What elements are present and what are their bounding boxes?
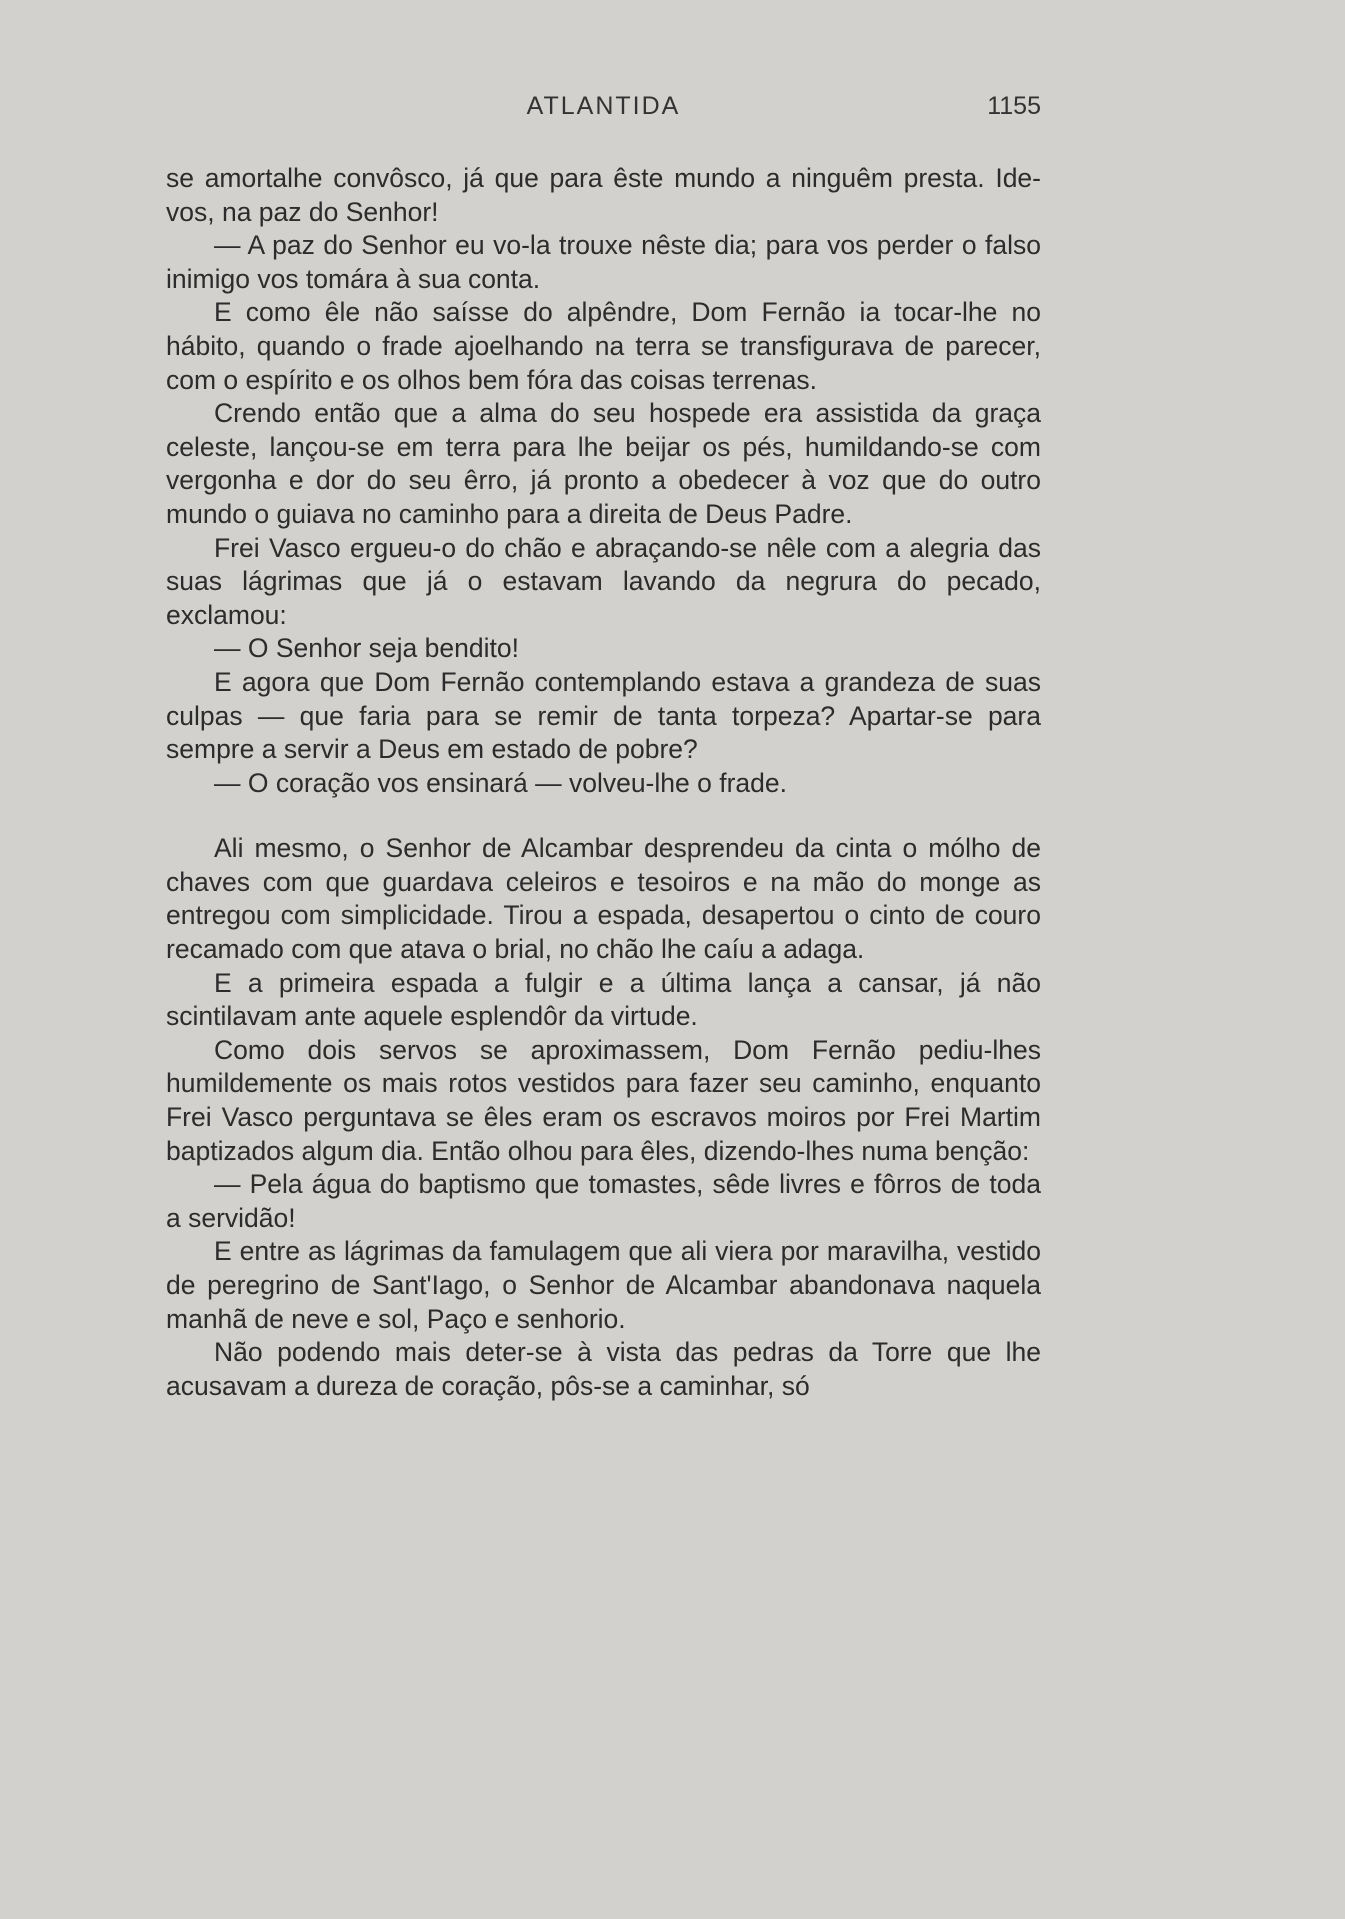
paragraph-6: — O Senhor seja bendito!	[214, 633, 519, 664]
paragraph-11: Como dois servos se aproximassem, Dom Fernão pediu-lhes humildemente os mais rotos vestidos para fazer seu caminho, enquanto Frei Vasco perguntava se êles eram os escravos moiros por Frei Martim baptizados algum dia. Então olhou para êles, dizendo-lhes numa benção:	[166, 1034, 1041, 1166]
page-number: 1155	[987, 92, 1041, 120]
section-break	[166, 800, 1041, 832]
paragraph-10: E a primeira espada a fulgir e a última lança a cansar, já não scintilavam ante aquele esplendôr da virtude.	[166, 967, 1041, 1032]
paragraph-4: Crendo então que a alma do seu hospede era assistida da graça celeste, lançou-se em terra para lhe beijar os pés, humildando-se com vergonha e dor do seu êrro, já pronto a obedecer à voz que do outro mundo o guiava no caminho para a direita de Deus Padre.	[166, 398, 1041, 529]
paragraph-9: Ali mesmo, o Senhor de Alcambar desprendeu da cinta o mólho de chaves com que guardava celeiros e tesoiros e na mão do monge as entregou com simplicidade. Tirou a espada, desapertou o cinto de couro recamado com que atava o brial, no chão lhe caíu a adaga.	[166, 833, 1041, 965]
paragraph-14: Não podendo mais deter-se à vista das pedras da Torre que lhe acusavam a dureza de coração, pôs-se a caminhar, só	[166, 1337, 1041, 1401]
paragraph-2: — A paz do Senhor eu vo-la trouxe nêste dia; para vos perder o falso inimigo vos tomára à sua conta.	[166, 230, 1041, 294]
paragraph-7: E agora que Dom Fernão contemplando estava a grandeza de suas culpas — que faria para se remir de tanta torpeza? Apartar-se para sempre a servir a Deus em estado de pobre?	[166, 666, 1041, 765]
paragraph-5: Frei Vasco ergueu-o do chão e abraçando-se nêle com a alegria das suas lágrimas que já o estavam lavando da negrura do pecado, exclamou:	[166, 532, 1041, 630]
paragraph-13: E entre as lágrimas da famulagem que ali viera por maravilha, vestido de peregrino de Sant'Iago, o Senhor de Alcambar abandonava naquela manhã de neve e sol, Paço e senhorio.	[166, 1236, 1041, 1334]
paragraph-12: — Pela água do baptismo que tomastes, sêde livres e fôrros de toda a servidão!	[166, 1169, 1041, 1233]
paragraph-1: se amortalhe convôsco, já que para êste mundo a ninguêm presta. Ide-vos, na paz do Senhor!	[166, 163, 1041, 227]
paragraph-3: E como êle não saísse do alpêndre, Dom Fernão ia tocar-lhe no hábito, quando o frade ajoelhando na terra se transfigurava de parecer, com o espírito e os olhos bem fóra das coisas terrenas.	[166, 297, 1041, 395]
body-text	[166, 162, 1041, 1403]
paragraph-8: — O coração vos ensinará — volveu-lhe o frade.	[214, 767, 787, 798]
running-title: ATLANTIDA	[526, 92, 681, 120]
page-header	[166, 92, 1041, 132]
